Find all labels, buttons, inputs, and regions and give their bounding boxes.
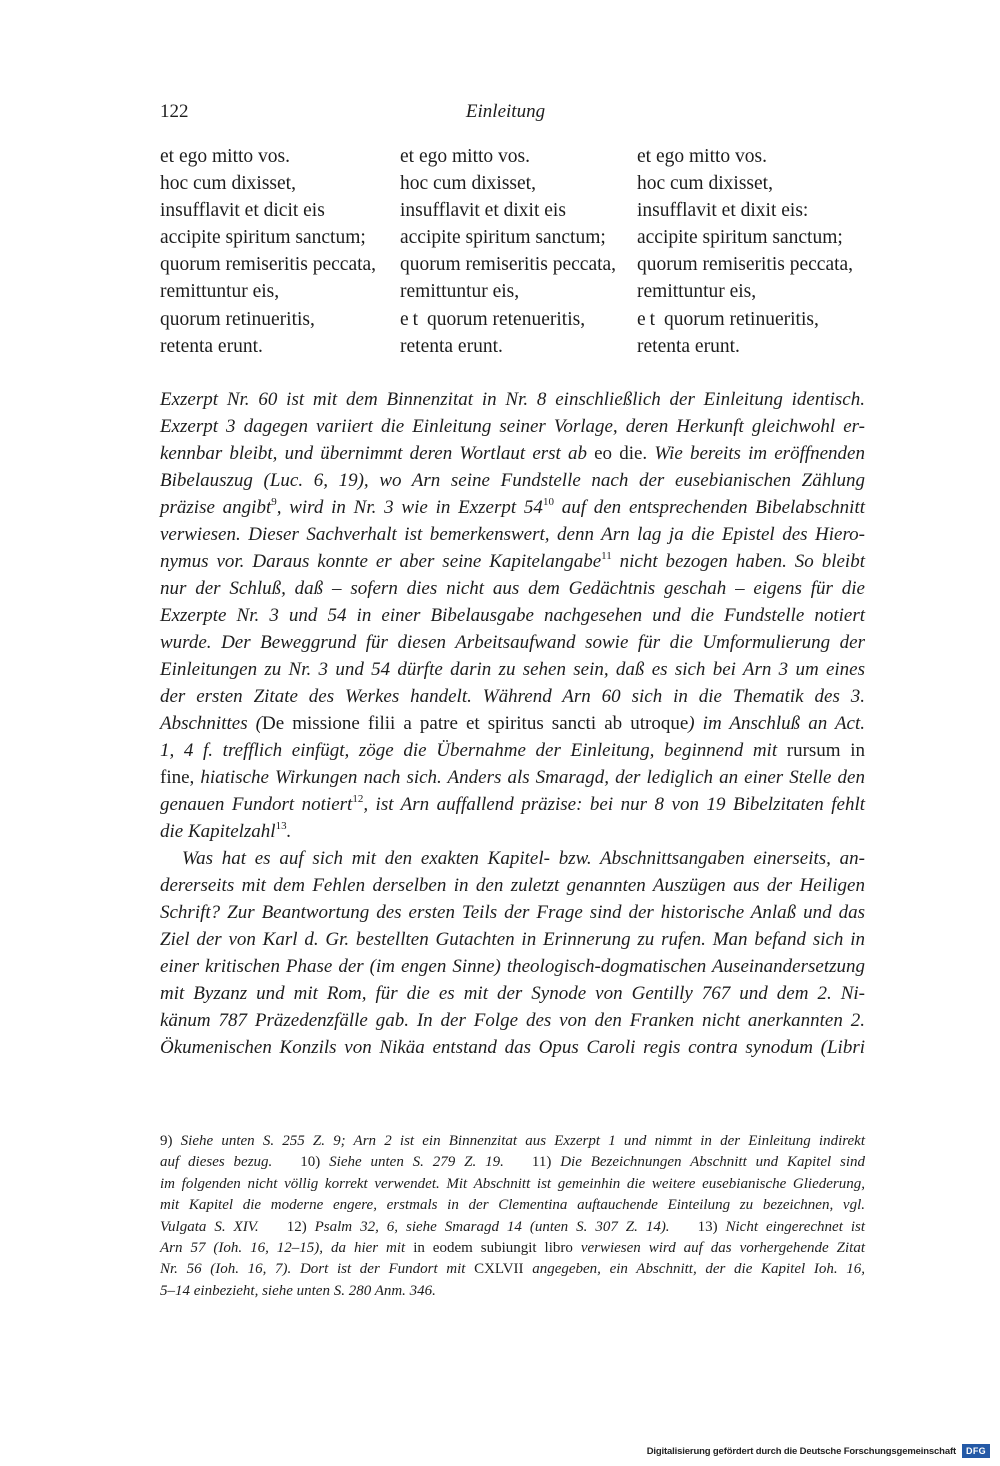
text-line [160,440,865,467]
text-line [160,1034,865,1061]
italic-text: hiatische Wirkungen nach sich. Anders als Smaragd, der lediglich an einer Stelle den [194,767,865,788]
footnote-reference: 13 [275,820,287,832]
verse-line: quorum remiseritis peccata, [160,254,377,276]
italic-text: Schrift? Zur Beantwortung des ersten Teils der Frage sind der historische Anlaß und das [160,902,865,923]
verse-line: retenta erunt. [160,335,263,357]
italic-text: ) im Anschluß an Act. [688,713,866,734]
footnote-number: 12) [286,1218,307,1235]
footnote-line [160,1259,865,1280]
verse-line: insufflavit et dixit eis [400,200,566,222]
footnote-number: 9) [160,1133,173,1149]
verse-line: et ego mitto vos. [637,146,767,167]
running-title: Einleitung [465,101,546,122]
verse-line: retenta erunt. [637,335,740,357]
verse-line: accipite spiritum sanctum; [400,227,606,249]
italic-text: Die Bezeichnungen Abschnitt und Kapitel sind [551,1154,866,1171]
italic-text: genauen Fundort notiert [160,794,353,815]
footnote-number: 11) [531,1154,552,1171]
verse-line: accipite spiritum sanctum; [160,227,366,249]
footnote-line [160,1281,865,1302]
main-text [160,386,865,1061]
text-line [160,818,865,845]
italic-text: Wie bereits im eröffnenden [647,443,865,464]
digitization-credit [647,1442,990,1460]
verse-line: et ego mitto vos. [400,146,530,167]
footnotes [160,1131,865,1302]
italic-text: dererseits mit dem Fehlen derselben in den zuletzt genannten Auszügen aus der Heiligen [160,875,865,896]
italic-text: mit Kapitel die moderne engere, erstmals in der Clementina auftauchende Einteilung zu bezeichnen, vgl. [160,1197,865,1214]
verse-line: hoc cum dixisset, [400,173,536,195]
text-line [160,386,865,413]
italic-text: Exzerpt 3 dagegen variiert die Einleitung seiner Vorlage, deren Herkunft gleichwohl er- [160,416,865,437]
italic-text: nymus vor. Daraus konnte er aber seine Kapitelangabe [160,551,602,572]
text-line [160,602,865,629]
italic-text: Was hat es auf sich mit den exakten Kapitel- bzw. Abschnittsangaben einerseits, an- [182,848,865,869]
italic-text: 1, 4 f. trefflich einfügt, zöge die Übernahme der Einleitung, beginnend mit [160,740,787,761]
italic-text: verwiesen. Dieser Sachverhalt ist bemerkenswert, denn Arn lag ja die Epistel des Hiero- [160,524,865,545]
credit-text: Digitalisierung gefördert durch die Deutsche Forschungsgemeinschaft [646,1445,956,1457]
text-line [160,845,865,872]
italic-text: nur der Schluß, daß – sofern dies nicht aus dem Gedächtnis geschah – eigens für die [160,578,865,599]
verse-line: et ego mitto vos. [160,146,290,167]
verse-line: hoc cum dixisset, [637,173,773,195]
text-line [160,764,865,791]
verse-line [637,306,853,333]
footnote-line [160,1174,865,1195]
verse-line: quorum remiseritis peccata, [400,254,617,276]
footnote-reference: 9 [271,496,277,508]
verse-line: quorum remiseritis peccata, [637,254,854,276]
verse-line [400,306,616,333]
paragraph [160,845,865,1061]
footnote-line [160,1152,865,1173]
text-line [160,494,865,521]
verse-column-2 [400,143,616,360]
text-line [160,467,865,494]
verse-text: quorum retenueritis, [422,308,586,330]
verse-text: quorum retinueritis, [659,308,819,330]
text-line [160,1007,865,1034]
italic-text: Siehe unten S. 255 Z. 9; Arn 2 ist ein Binnenzitat aus Exzerpt 1 und nimmt in der Einleitung indirekt [172,1133,865,1149]
italic-text: auf den entsprechenden Bibelabschnitt [553,497,865,518]
verse-line: accipite spiritum sanctum; [637,227,843,249]
page-header [160,99,865,125]
italic-text: einer kritischen Phase der (im engen Sinne) theologisch-dogmatischen Auseinandersetzung [160,956,865,977]
verse-line: remittuntur eis, [637,281,757,303]
text-line [160,737,865,764]
italic-text: Exzerpte Nr. 3 und 54 in einer Bibelausgabe nachgesehen und die Fundstelle notiert [160,605,865,626]
verse-line: remittuntur eis, [160,281,280,303]
page-number: 122 [160,101,189,122]
roman-text: eo die. [594,443,648,464]
italic-text: Einleitungen zu Nr. 3 und 54 dürfte darin zu sehen sein, daß es sich bei Arn 3 um eines [160,659,865,680]
verse-line: quorum retinueritis, [160,308,315,330]
italic-text: präzise angibt [160,497,272,518]
text-line [160,899,865,926]
italic-text: Psalm 32, 6, siehe Smaragd 14 (unten S. 307 Z. 14). [306,1218,670,1235]
italic-text: verwiesen wird auf das vorhergehende Zitat [572,1239,865,1256]
italic-text: die Kapitelzahl [160,821,276,842]
text-line [160,710,865,737]
italic-text: kennbar bleibt, und übernimmt deren Wortlaut erst ab [160,443,595,464]
italic-text: Arn 57 (Ioh. 16, 12–15), da hier mit [160,1239,414,1256]
footnote-line [160,1217,865,1238]
italic-text: känum 787 Präzedenzfälle gab. In der Folge des von den Franken nicht anerkannten 2. [160,1010,865,1031]
roman-text: rursum in [786,740,865,761]
text-line [160,548,865,575]
italic-text: , wird in Nr. 3 wie in Exzerpt 54 [276,497,543,518]
footnote-reference: 11 [601,550,612,562]
italic-text: , ist Arn auffallend präzise: bei nur 8 von 19 Bibelzitaten fehlt [363,794,865,815]
footnote-number: 13) [697,1218,718,1235]
footnote-reference: 12 [352,793,364,805]
italic-text: nicht bezogen haben. So bleibt [611,551,865,572]
italic-text: Vulgata S. XIV. [160,1218,259,1235]
verse-line: insufflavit et dixit eis: [637,200,809,222]
text-line [160,521,865,548]
verse-column-3 [637,143,853,360]
footnote-line [160,1131,865,1152]
footnote-line [160,1238,865,1259]
footnote-number: 10) [300,1154,321,1171]
text-line [160,980,865,1007]
italic-text: Nicht eingerechnet ist [717,1218,865,1235]
italic-text: mit Byzanz und mit Rom, für die es mit der Synode von Gentilly 767 und dem 2. Ni- [160,983,865,1004]
footnote-line [160,1195,865,1216]
dfg-logo: DFG [962,1444,990,1458]
italic-text: wurde. Der Beweggrund für diesen Arbeitsaufwand sowie für die Umformulierung der [160,632,865,653]
italic-text: der ersten Zitate des Werkes handelt. Während Arn 60 sich in die Thematik des 3. [160,686,865,707]
verse-column-1 [160,143,376,360]
spaced-text: et [400,308,423,330]
text-line [160,683,865,710]
text-line [160,872,865,899]
text-line [160,413,865,440]
italic-text: Nr. 56 (Ioh. 16, 7). Dort ist der Fundort mit [160,1261,475,1278]
verse-line: retenta erunt. [400,335,503,357]
italic-text: Bibelauszug (Luc. 6, 19), wo Arn seine Fundstelle nach der eusebianischen Zählung [160,470,865,491]
footnote-reference: 10 [542,496,554,508]
italic-text: Ökumenischen Konzils von Nikäa entstand das Opus Caroli regis contra synodum (Libri [160,1037,865,1058]
roman-text: CXLVII [474,1261,524,1278]
italic-text: im folgenden nicht völlig korrekt verwendet. Mit Abschnitt ist gemeinhin die weitere eusebianische Gliederung, [160,1175,865,1192]
spaced-text: et [637,308,660,330]
roman-text: in eodem subiungit libro [413,1239,573,1256]
italic-text: auf dieses bezug. [160,1154,273,1171]
text-line [160,926,865,953]
text-line [160,629,865,656]
roman-text: De missione filii a patre et spiritus sancti ab utroque [262,713,689,734]
verse-line: hoc cum dixisset, [160,173,296,195]
italic-text: . [286,821,292,842]
text-line [160,656,865,683]
text-line [160,791,865,818]
text-line [160,953,865,980]
italic-text: angegeben, ein Abschnitt, der die Kapitel Ioh. 16, [523,1261,865,1278]
italic-text: Exzerpt Nr. 60 ist mit dem Binnenzitat in Nr. 8 einschließlich der Einleitung identisch. [160,389,865,410]
roman-text: fine, [160,767,195,788]
italic-text: 5–14 einbezieht, siehe unten S. 280 Anm. 346. [160,1282,436,1299]
verse-line: remittuntur eis, [400,281,520,303]
text-line [160,575,865,602]
italic-text: Abschnittes ( [160,713,263,734]
italic-text: Siehe unten S. 279 Z. 19. [320,1154,504,1171]
paragraph [160,386,865,845]
verse-line: insufflavit et dicit eis [160,200,325,222]
italic-text: Ziel der von Karl d. Gr. bestellten Gutachten in Erinnerung zu rufen. Man befand sich in [160,929,865,950]
